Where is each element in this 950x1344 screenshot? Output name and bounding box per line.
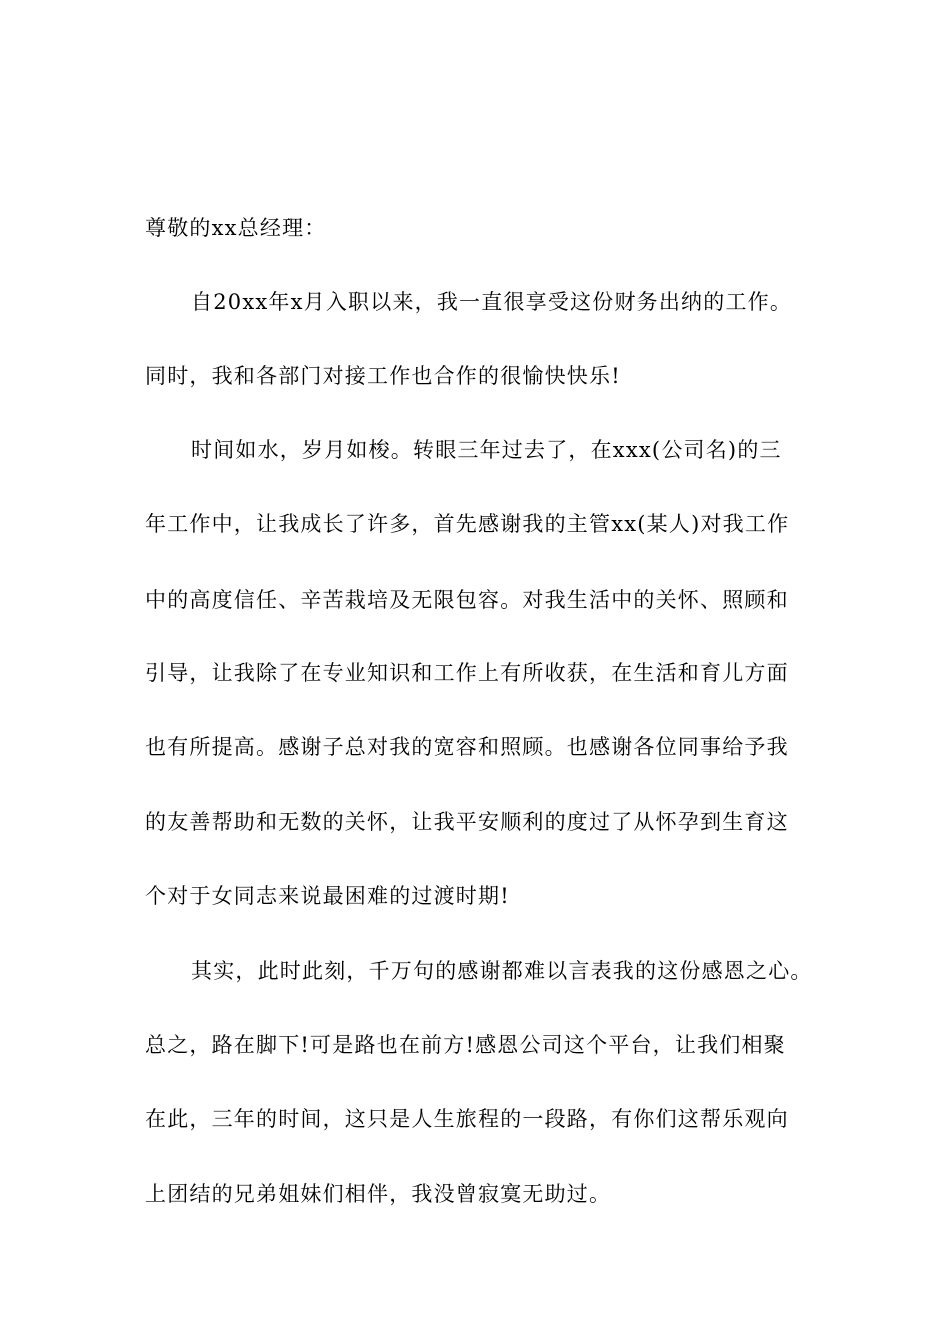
paragraph-2-line-4: 引导，让我除了在专业知识和工作上有所收获，在生活和育儿方面 [145,661,789,685]
paragraph-1-line-1: 自20xx年x月入职以来，我一直很享受这份财务出纳的工作。 [191,290,793,314]
paragraph-2-line-6: 的友善帮助和无数的关怀，让我平安顺利的度过了从怀孕到生育这 [145,810,789,834]
paragraph-2-line-1: 时间如水，岁月如梭。转眼三年过去了，在xxx(公司名)的三 [191,438,782,462]
paragraph-3-line-2: 总之，路在脚下!可是路也在前方!感恩公司这个平台，让我们相聚 [145,1033,786,1057]
paragraph-2-line-2: 年工作中，让我成长了许多，首先感谢我的主管xx(某人)对我工作 [145,512,790,536]
paragraph-2-line-7: 个对于女同志来说最困难的过渡时期! [145,884,510,908]
paragraph-2-line-3: 中的高度信任、辛苦栽培及无限包容。对我生活中的关怀、照顾和 [145,588,789,612]
paragraph-2-line-5: 也有所提高。感谢子总对我的宽容和照顾。也感谢各位同事给予我 [145,735,789,759]
paragraph-1-line-2: 同时，我和各部门对接工作也合作的很愉快快乐! [145,364,621,388]
salutation: 尊敬的xx总经理： [145,216,327,240]
paragraph-3-line-4: 上团结的兄弟姐妹们相伴，我没曾寂寞无助过。 [145,1182,612,1206]
paragraph-3-line-1: 其实，此时此刻，千万句的感谢都难以言表我的这份感恩之心。 [191,959,813,983]
paragraph-3-line-3: 在此，三年的时间，这只是人生旅程的一段路，有你们这帮乐观向 [145,1107,789,1131]
